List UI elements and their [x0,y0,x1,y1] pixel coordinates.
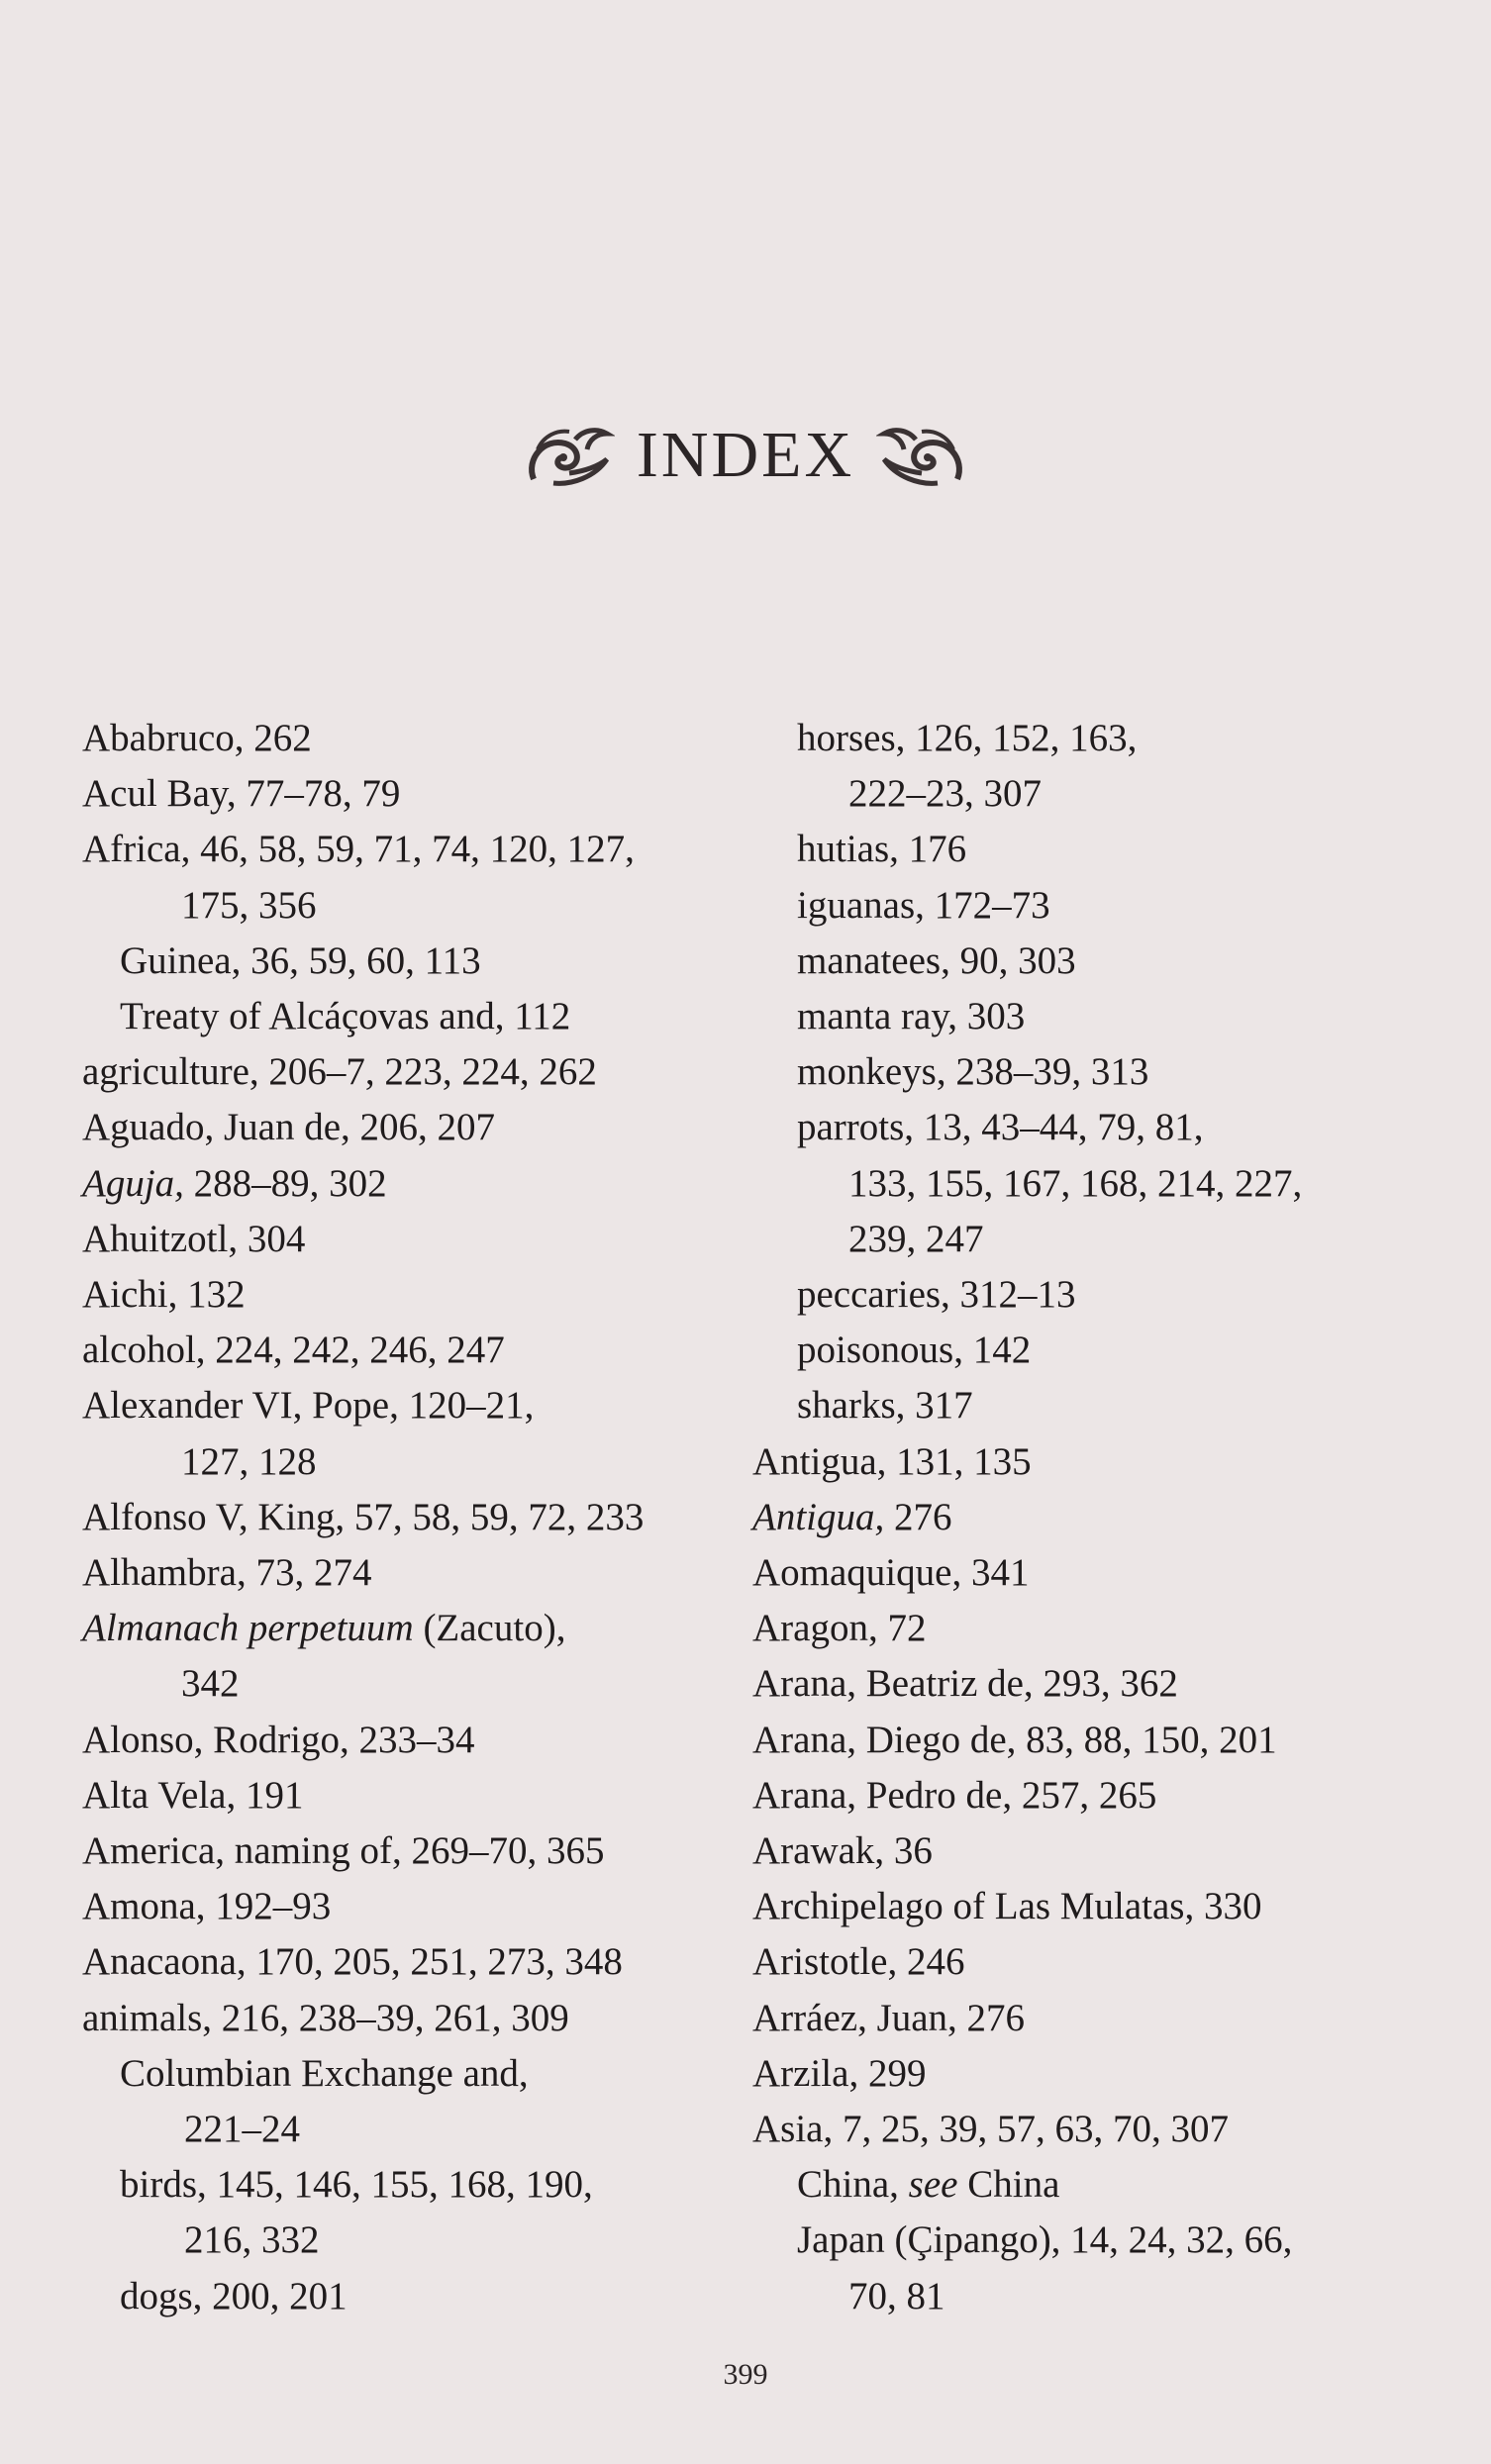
index-subentry: Columbian Exchange and, [120,2051,529,2095]
index-subentry: Treaty of Alcáçovas and, 112 [120,995,571,1038]
index-subentry: manatees, 90, 303 [797,938,1076,982]
index-entry [752,1490,1445,1545]
index-entry: Amona, 192–93 [82,1885,332,1928]
index-entry [82,1601,736,1656]
index-entry: Alhambra, 73, 274 [82,1551,372,1595]
index-subentry-continuation: 239, 247 [848,1217,984,1260]
index-subentry [752,2157,1445,2213]
index-entry-continuation: 342 [181,1662,240,1706]
acanthus-ornament-left-icon [524,420,615,491]
index-subentry: monkeys, 238–39, 313 [797,1050,1149,1094]
index-entry: Aristotle, 246 [752,1940,965,1984]
index-subentry: dogs, 200, 201 [120,2274,348,2317]
index-subentry: horses, 126, 152, 163, [797,717,1138,759]
index-subentry: Guinea, 36, 59, 60, 113 [120,938,481,982]
index-entry: Ahuitzotl, 304 [82,1217,306,1260]
index-subentry: birds, 145, 146, 155, 168, 190, [120,2163,593,2207]
index-entry: Alta Vela, 191 [82,1773,304,1817]
index-entry-rest: (Zacuto), [413,1607,566,1650]
index-entry-pages: 288–89, 302 [183,1161,387,1205]
index-subentry: peccaries, 312–13 [797,1273,1076,1317]
index-entry-continuation: 175, 356 [181,883,317,927]
index-entry-pages: 276 [884,1495,952,1538]
index-entry-target: China [957,2163,1060,2207]
index-entry: Arana, Diego de, 83, 88, 150, 201 [752,1718,1277,1761]
index-subentry: poisonous, 142 [797,1329,1032,1372]
index-entry-italic-term: Antigua, [752,1495,885,1538]
index-entry [82,1156,736,1212]
index-entry: Alexander VI, Pope, 120–21, [82,1384,535,1428]
index-entry: agriculture, 206–7, 223, 224, 262 [82,1050,597,1094]
index-subentry: Japan (Çipango), 14, 24, 32, 66, [797,2218,1293,2262]
index-entry: Arana, Beatriz de, 293, 362 [752,1662,1178,1706]
index-subentry: sharks, 317 [797,1384,973,1428]
index-entry: Aguado, Juan de, 206, 207 [82,1106,496,1149]
index-entry: Alfonso V, King, 57, 58, 59, 72, 233 [82,1495,645,1538]
acanthus-ornament-right-icon [876,420,967,491]
index-subentry-continuation: 222–23, 307 [848,772,1042,816]
index-entry: Anacaona, 170, 205, 251, 273, 348 [82,1940,623,1984]
page-title: INDEX [636,419,855,491]
index-entry: alcohol, 224, 242, 246, 247 [82,1329,505,1372]
index-entry: animals, 216, 238–39, 261, 309 [82,1996,569,2039]
index-entry: America, naming of, 269–70, 365 [82,1829,605,1873]
index-entry: Arráez, Juan, 276 [752,1996,1026,2039]
index-subentry: manta ray, 303 [797,995,1026,1038]
index-entry: Aomaquique, 341 [752,1551,1030,1595]
index-entry-italic-term: Aguja, [82,1161,184,1205]
index-entry: Africa, 46, 58, 59, 71, 74, 120, 127, [82,828,635,871]
index-subentry: hutias, 176 [797,828,967,871]
index-entry: Arana, Pedro de, 257, 265 [752,1773,1157,1817]
index-cross-reference: see [908,2163,958,2207]
index-entry: Alonso, Rodrigo, 233–34 [82,1718,475,1761]
index-subentry-continuation: 70, 81 [848,2274,945,2317]
index-column-right [752,711,1445,2324]
index-entry: Archipelago of Las Mulatas, 330 [752,1885,1262,1928]
index-entry: Aichi, 132 [82,1273,246,1317]
index-heading [0,406,1491,505]
index-entry: Arawak, 36 [752,1829,933,1873]
index-entry-italic-term: Almanach perpetuum [82,1607,414,1650]
index-entry-continuation: 127, 128 [181,1439,317,1483]
index-entry: Arzila, 299 [752,2051,927,2095]
index-entry: Ababruco, 262 [82,717,312,759]
index-column-left [82,711,736,2324]
index-entry: Acul Bay, 77–78, 79 [82,772,401,816]
index-entry: Aragon, 72 [752,1607,927,1650]
index-subentry: iguanas, 172–73 [797,883,1050,927]
index-subentry: parrots, 13, 43–44, 79, 81, [797,1106,1204,1149]
index-entry: Asia, 7, 25, 39, 57, 63, 70, 307 [752,2108,1229,2151]
page-number: 399 [723,2358,768,2391]
index-entry: Antigua, 131, 135 [752,1439,1032,1483]
index-subentry-continuation: 133, 155, 167, 168, 214, 227, [848,1161,1303,1205]
index-entry-term: China, [797,2163,909,2207]
index-subentry-continuation: 216, 332 [184,2218,320,2262]
index-subentry-continuation: 221–24 [184,2108,300,2151]
